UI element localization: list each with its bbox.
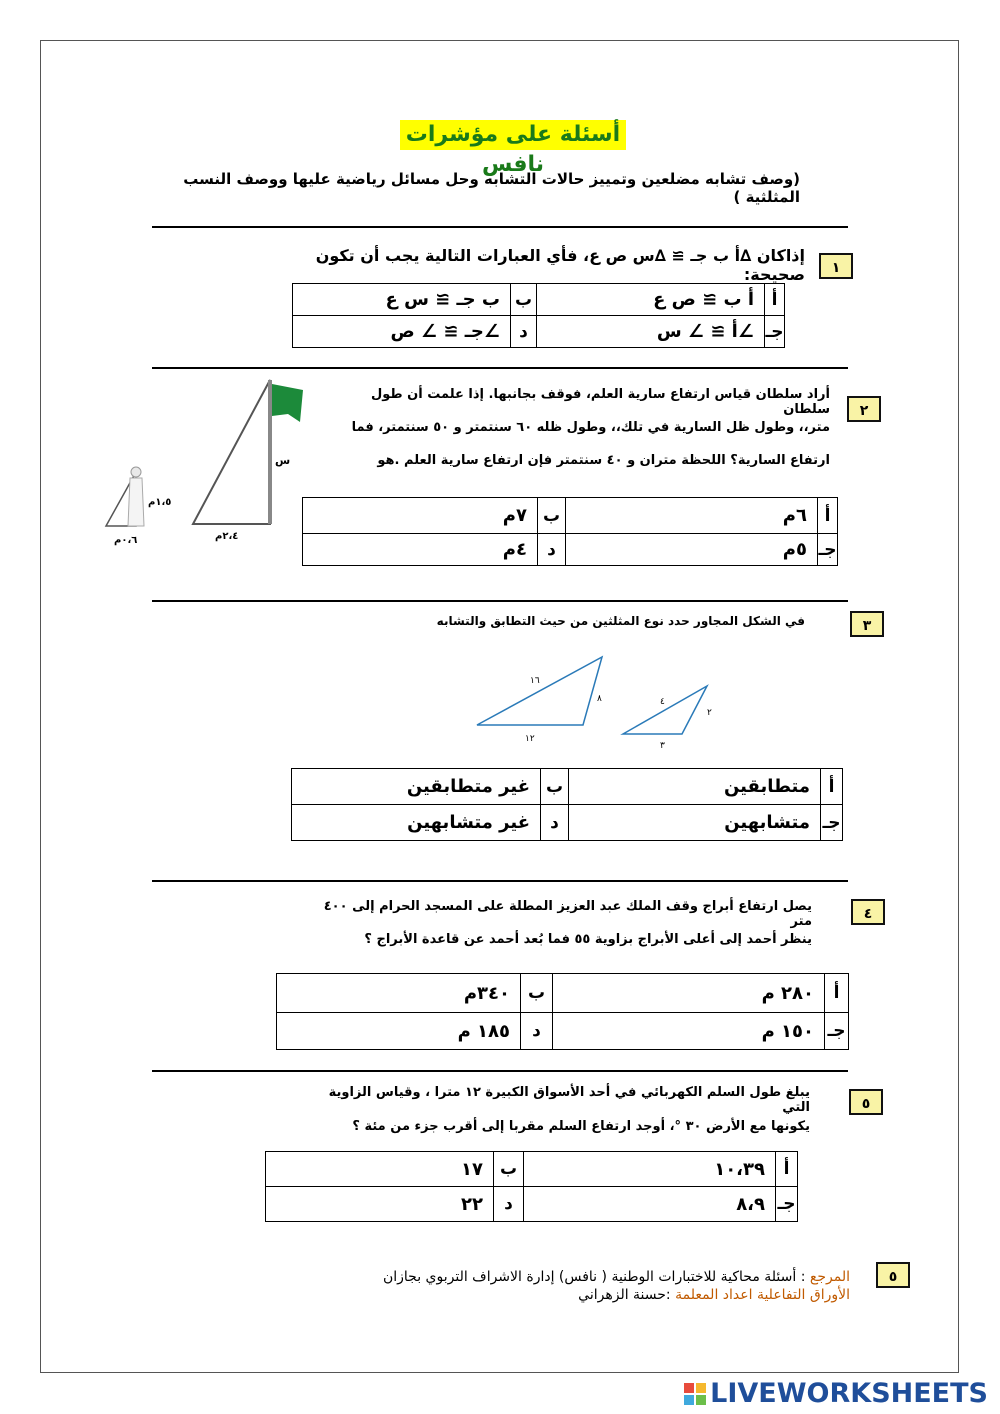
question-number-3: ٣ xyxy=(850,611,884,637)
option-d[interactable]: ٢٢ xyxy=(266,1187,494,1222)
man-shadow-label: ٠،٦م xyxy=(114,535,138,546)
divider xyxy=(152,226,848,228)
option-label-d: د xyxy=(521,1013,553,1050)
option-a[interactable]: ٢٨٠ م xyxy=(553,974,825,1013)
reference-line xyxy=(360,1268,850,1286)
option-c[interactable]: ١٥٠ م xyxy=(553,1013,825,1050)
option-label-c: جـ xyxy=(765,316,785,348)
logo-text: LIVEWORKSHEETS xyxy=(710,1378,988,1409)
page-title: أسئلة على مؤشرات نافس xyxy=(400,120,626,150)
option-c[interactable]: ٨،٩ xyxy=(524,1187,776,1222)
small-triangle xyxy=(623,686,707,734)
option-label-d: د xyxy=(494,1187,524,1222)
question-5-options xyxy=(265,1151,798,1222)
large-side-a: ١٦ xyxy=(530,676,540,686)
saudi-flag-icon xyxy=(272,384,303,422)
option-label-a: أ xyxy=(765,284,785,316)
pole-height-label: س xyxy=(275,454,291,467)
option-label-b: ب xyxy=(521,974,553,1013)
option-label-b: ب xyxy=(541,769,569,805)
option-label-c: جـ xyxy=(821,805,843,841)
option-label-a: أ xyxy=(818,498,838,534)
option-b[interactable]: ب جـ ≅ س ع xyxy=(293,284,511,316)
option-d[interactable]: ٤م xyxy=(303,534,538,566)
option-a[interactable]: ٦م xyxy=(566,498,818,534)
question-2-line-3: ارتفاع السارية؟ اللحظة متران و ٤٠ سنتمتر فإن ارتفاع سارية العلم .هو xyxy=(377,453,830,468)
option-label-d: د xyxy=(541,805,569,841)
question-2-line-1: أراد سلطان قياس ارتفاع سارية العلم، فوقف بجانبها. إذا علمت أن طول سلطان xyxy=(370,387,830,417)
man-height-label: ١،٥م xyxy=(148,497,172,508)
reference-block xyxy=(360,1268,850,1304)
option-label-c: جـ xyxy=(776,1187,798,1222)
question-2-line-2: متر،، وطول ظل السارية في تلك،، وطول ظله ٦٠ سنتمتر و ٥٠ سنتمتر، فما xyxy=(351,420,830,435)
question-4-options xyxy=(276,973,849,1050)
option-label-a: أ xyxy=(825,974,849,1013)
prepared-by-line xyxy=(360,1286,850,1304)
teacher-name: :حسنة الزهراني xyxy=(578,1287,671,1303)
question-1-options xyxy=(292,283,785,348)
option-a[interactable]: متطابقين xyxy=(569,769,821,805)
divider xyxy=(152,367,848,369)
liveworksheets-logo xyxy=(684,1378,988,1409)
large-side-b: ٨ xyxy=(597,694,602,704)
question-number-1: ١ xyxy=(819,253,853,279)
small-side-a: ٤ xyxy=(660,697,665,707)
option-c[interactable]: متشابهين xyxy=(569,805,821,841)
option-label-c: جـ xyxy=(818,534,838,566)
flagpole-figure xyxy=(100,372,315,547)
option-label-b: ب xyxy=(494,1152,524,1187)
option-c[interactable]: ∠أ ≅ ∠ س xyxy=(537,316,765,348)
option-d[interactable]: ١٨٥ م xyxy=(277,1013,521,1050)
question-5-line-2: يكونها مع الأرض ٣٠ °، أوجد ارتفاع السلم مقربا إلى أقرب جزء من مئة ؟ xyxy=(352,1119,810,1134)
option-b[interactable]: ٣٤٠م xyxy=(277,974,521,1013)
reference-text: : أسئلة محاكية للاختبارات الوطنية ( نافس) إدارة الاشراف التربوي بجازان xyxy=(382,1269,806,1285)
large-side-c: ١٢ xyxy=(525,734,535,744)
question-number-5: ٥ xyxy=(849,1089,883,1115)
pole-shadow-label: ٢،٤م xyxy=(215,531,239,542)
large-triangle xyxy=(477,657,602,725)
option-label-b: ب xyxy=(538,498,566,534)
reference-key: المرجع xyxy=(809,1269,850,1285)
question-number-4: ٤ xyxy=(851,899,885,925)
page-subtitle: (وصف تشابه مضلعين وتمييز حالات التشابه وحل مسائل رياضية عليها ووصف النسب المثلثية ) xyxy=(183,170,800,206)
question-4-line-1: يصل ارتفاع أبراج وقف الملك عبد العزيز المطلة على المسجد الحرام إلى ٤٠٠ متر xyxy=(323,899,812,929)
prepared-by-key: الأوراق التفاعلية اعداد المعلمة xyxy=(675,1287,850,1303)
footer-number: ٥ xyxy=(876,1262,910,1288)
option-label-d: د xyxy=(538,534,566,566)
divider xyxy=(152,600,848,602)
small-side-b: ٢ xyxy=(707,708,712,718)
option-b[interactable]: ٧م xyxy=(303,498,538,534)
option-d[interactable]: ∠جـ ≅ ∠ ص xyxy=(293,316,511,348)
logo-icon xyxy=(684,1383,706,1405)
question-1-text: إذاكان ∆أ ب جـ ≅ ∆س ص ع، فأي العبارات التالية يجب أن تكون صحيحة: xyxy=(315,246,805,284)
small-side-c: ٣ xyxy=(660,741,665,750)
option-a[interactable]: أ ب ≅ ص ع xyxy=(537,284,765,316)
option-d[interactable]: غير متشابهين xyxy=(292,805,541,841)
question-2-options xyxy=(302,497,838,566)
question-4-line-2: ينظر أحمد إلى أعلى الأبراج بزاوية ٥٥ فما بُعد أحمد عن قاعدة الأبراج ؟ xyxy=(364,932,812,947)
option-a[interactable]: ١٠،٣٩ xyxy=(524,1152,776,1187)
option-label-a: أ xyxy=(821,769,843,805)
option-label-a: أ xyxy=(776,1152,798,1187)
option-c[interactable]: ٥م xyxy=(566,534,818,566)
triangles-figure xyxy=(470,650,720,750)
option-label-b: ب xyxy=(511,284,537,316)
divider xyxy=(152,1070,848,1072)
option-b[interactable]: غير متطابقين xyxy=(292,769,541,805)
question-5-line-1: يبلغ طول السلم الكهربائي في أحد الأسواق الكبيرة ١٢ مترا ، وقياس الزاوية التي xyxy=(328,1085,810,1115)
person-icon xyxy=(131,467,141,477)
option-b[interactable]: ١٧ xyxy=(266,1152,494,1187)
question-number-2: ٢ xyxy=(847,396,881,422)
question-3-options xyxy=(291,768,843,841)
question-3-text: في الشكل المجاور حدد نوع المثلثين من حيث التطابق والتشابه xyxy=(436,614,805,628)
divider xyxy=(152,880,848,882)
option-label-c: جـ xyxy=(825,1013,849,1050)
option-label-d: د xyxy=(511,316,537,348)
